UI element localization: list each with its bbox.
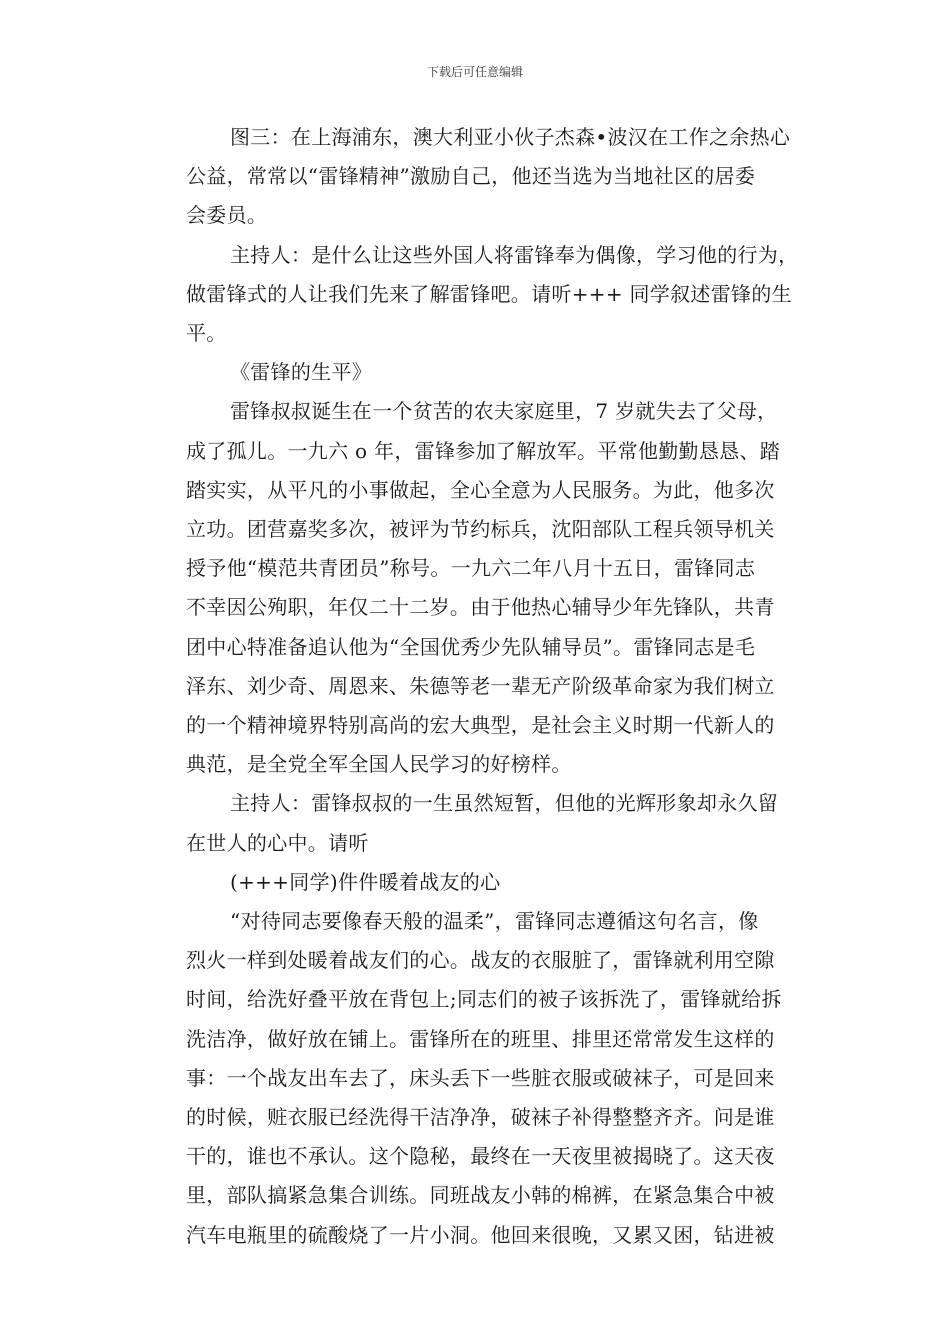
paragraph-host-transition [146, 784, 810, 862]
text-line: 公益，常常以“雷锋精神”激励自己，他还当选为当地社区的居委 [186, 164, 756, 189]
document-body [146, 118, 810, 1255]
text-line: 平。 [186, 321, 227, 346]
text-line: 干的，谁也不承认。这个隐秘，最终在一天夜里被揭晓了。这天夜 [186, 1144, 775, 1169]
text-line: 里，部队搞紧急集合训练。同班战友小韩的棉裤，在紧急集合中被 [186, 1183, 775, 1208]
text-line: 雷锋叔叔诞生在一个贫苦的农夫家庭里，7 岁就失去了父母， [230, 399, 778, 424]
paragraph-host-intro [146, 236, 810, 354]
text-line: 汽车电瓶里的硫酸烧了一片小洞。他回来很晚，又累又困，钻进被 [186, 1222, 775, 1247]
text-line: 成了孤儿。一九六 o 年，雷锋参加了解放军。平常他勤勤恳恳、踏 [186, 438, 781, 463]
text-line: 立功。团营嘉奖多次，被评为节约标兵，沈阳部队工程兵领导机关 [186, 517, 775, 542]
text-line: 授予他“模范共青团员”称号。一九六二年八月十五日，雷锋同志 [186, 556, 756, 581]
paragraph-figure-three [146, 118, 810, 236]
text-line: 的时候，赃衣服已经洗得干洁净净，破袜子补得整整齐齐。问是谁 [186, 1105, 775, 1130]
text-line: 《雷锋的生平》 [230, 360, 373, 385]
text-line: 在世人的心中。请听 [186, 830, 369, 855]
text-line: 做雷锋式的人让我们先来了解雷锋吧。请听+++ 同学叙述雷锋的生 [186, 281, 792, 306]
page-header: 下载后可任意编辑 [426, 65, 523, 79]
text-line: 图三：在上海浦东，澳大利亚小伙子杰森•波汉在工作之余热心 [230, 125, 791, 149]
text-line: 踏实实，从平凡的小事做起，全心全意为人民服务。为此，他多次 [186, 477, 775, 502]
text-line: 不幸因公殉职，年仅二十二岁。由于他热心辅导少年先锋队，共青 [186, 595, 775, 620]
text-line: 的一个精神境界特别高尚的宏大典型，是社会主义时期一代新人的 [186, 713, 775, 738]
section-title-life [146, 353, 810, 392]
text-line: 事：一个战友出车去了，床头丢下一些脏衣服或破袜子，可是回来 [186, 1065, 775, 1090]
text-line: 主持人：雷锋叔叔的一生虽然短暂，但他的光辉形象却永久留 [230, 791, 779, 816]
text-line: 典范，是全党全军全国人民学习的好榜样。 [186, 752, 572, 777]
text-line: 泽东、刘少奇、周恩来、朱德等老一辈无产阶级革命家为我们树立 [186, 673, 775, 698]
text-line: 洗洁净，做好放在铺上。雷锋所在的班里、排里还常常发生这样的 [186, 1026, 775, 1051]
section-title-warm-hearts [146, 863, 810, 902]
paragraph-warm-story [146, 902, 810, 1255]
paragraph-life-story [146, 392, 810, 784]
text-line: (+++同学)件件暖着战友的心 [230, 869, 501, 894]
text-line: 主持人：是什么让这些外国人将雷锋奉为偶像，学习他的行为， [230, 242, 799, 267]
text-line: 团中心特准备追认他为“全国优秀少先队辅导员”。雷锋同志是毛 [186, 634, 756, 659]
text-line: 时间，给洗好叠平放在背包上;同志们的被子该拆洗了，雷锋就给拆 [186, 987, 782, 1012]
text-line: 会委员。 [186, 203, 268, 228]
text-line: 烈火一样到处暖着战友们的心。战友的衣服脏了，雷锋就利用空隙 [186, 948, 775, 973]
text-line: “对待同志要像春天般的温柔”，雷锋同志遵循这句名言，像 [230, 909, 759, 934]
